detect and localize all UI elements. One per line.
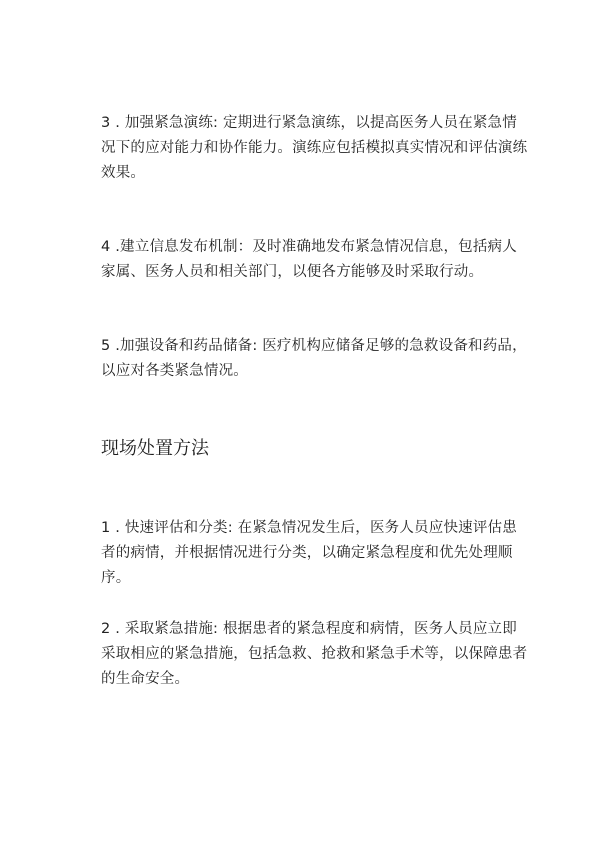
paragraph-information-release: 4 .建立信息发布机制：及时准确地发布紧急情况信息，包括病人家属、医务人员和相关部门，以便各方能够及时采取行动。 bbox=[101, 239, 517, 280]
paragraph-equipment-reserve: 5 .加强设备和药品储备: 医疗机构应储备足够的急救设备和药品，以应对各类紧急情况。 bbox=[101, 338, 527, 379]
paragraph-emergency-drills: 3 . 加强紧急演练: 定期进行紧急演练，以提高医务人员在紧急情况下的应对能力和协作能力。演练应包括模拟真实情况和评估演练效果。 bbox=[101, 115, 528, 181]
paragraph-rapid-assessment: 1 . 快速评估和分类: 在紧急情况发生后，医务人员应快速评估患者的病情，并根据情况进行分类，以确定紧急程度和优先处理顺序。 bbox=[101, 520, 517, 586]
paragraph-emergency-measures: 2 . 采取紧急措施: 根据患者的紧急程度和病情，医务人员应立即采取相应的紧急措施，包括急救、抢救和紧急手术等，以保障患者的生命安全。 bbox=[101, 621, 528, 687]
section-heading-onsite-handling: 现场处置方法 bbox=[101, 438, 209, 459]
